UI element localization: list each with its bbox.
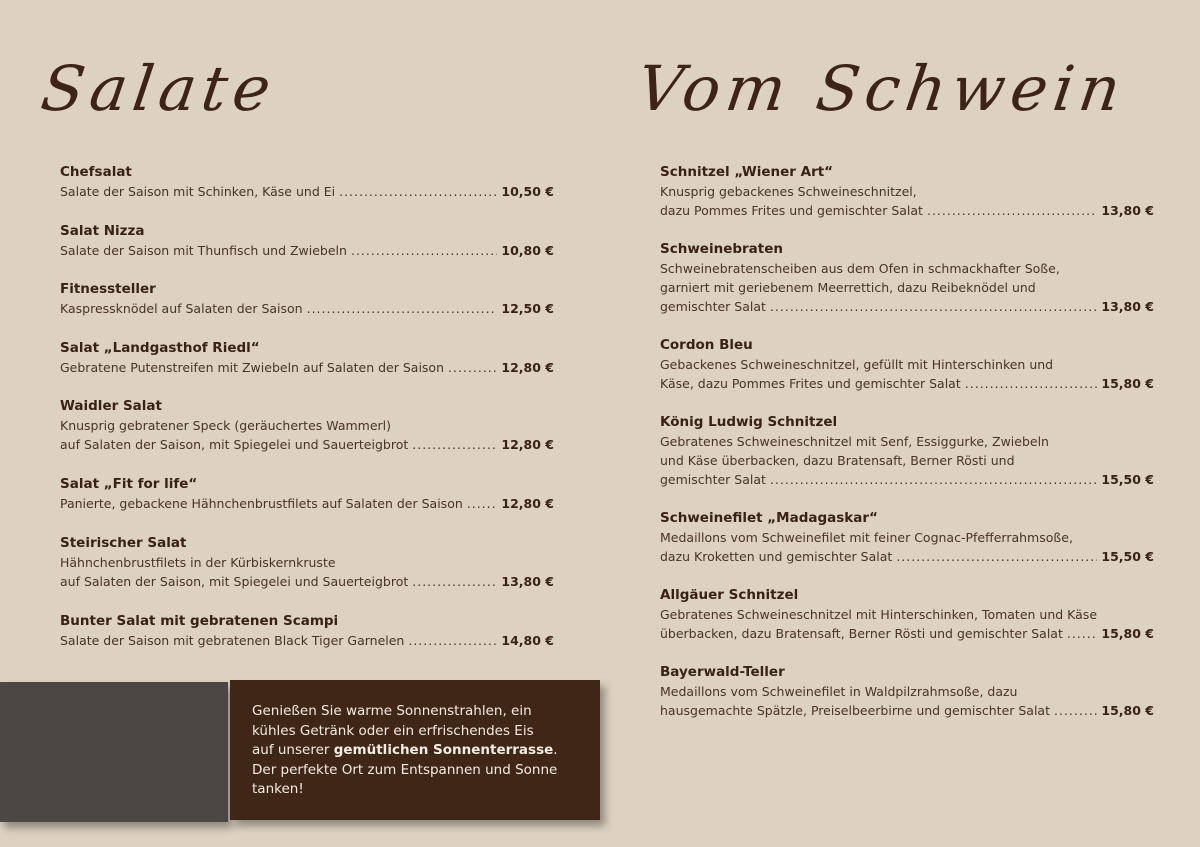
menu-item-price-line xyxy=(60,358,554,377)
menu-item-price-line xyxy=(660,547,1154,566)
salate-list xyxy=(60,163,554,670)
menu-item xyxy=(660,163,1154,240)
menu-item-price: 10,50 € xyxy=(501,184,554,199)
menu-item-description: Knusprig gebratener Speck (geräuchertes Wammerl) xyxy=(60,418,392,433)
menu-item-price-line xyxy=(60,435,554,454)
menu-item-price: 13,80 € xyxy=(501,573,554,589)
menu-item xyxy=(660,663,1154,740)
menu-item xyxy=(60,339,554,398)
menu-item-description: Schweinebratenscheiben aus dem Ofen in schmackhafter Soße, xyxy=(660,261,1060,276)
menu-item-price: 15,80 € xyxy=(1101,376,1154,391)
menu-item-name: König Ludwig Schnitzel xyxy=(660,414,838,430)
menu-item-name: Salat „Landgasthof Riedl“ xyxy=(60,339,260,356)
salate-heading: Salate xyxy=(36,52,282,125)
menu-item xyxy=(60,534,554,612)
menu-item-price: 12,80 € xyxy=(501,359,554,375)
menu-item xyxy=(60,612,554,671)
menu-item-name: Schweinebraten xyxy=(660,241,784,257)
dot-leader xyxy=(896,547,1097,566)
dot-leader xyxy=(927,201,1097,220)
menu-item xyxy=(60,222,554,281)
menu-item-name: Waidler Salat xyxy=(60,398,162,414)
menu-item-name: Salat Nizza xyxy=(60,222,145,239)
menu-item xyxy=(660,586,1154,663)
menu-item-description: Knusprig gebackenes Schweineschnitzel, xyxy=(660,184,917,199)
menu-item-description: Panierte, gebackene Hähnchenbrustfilets auf Salaten der Saison xyxy=(60,496,463,511)
menu-item-description: Gebratenes Schweineschnitzel mit Senf, Essiggurke, Zwiebeln xyxy=(660,434,1049,449)
menu-item-price-line xyxy=(60,572,554,591)
promo-line: Genießen Sie warme Sonnenstrahlen, ein xyxy=(252,703,532,719)
dot-leader xyxy=(1067,624,1098,643)
menu-item-description: Medaillons vom Schweinefilet mit feiner Cognac-Pfefferrahmsoße, xyxy=(660,530,1073,545)
menu-item-price-line xyxy=(60,631,554,650)
menu-item-description: überbacken, dazu Bratensaft, Berner Rösti und gemischter Salat xyxy=(660,626,1063,641)
menu-item-description: auf Salaten der Saison, mit Spiegelei und Sauerteigbrot xyxy=(60,437,409,452)
promo-line: kühles Getränk oder ein erfrischendes Eis xyxy=(252,722,534,739)
menu-item-description: Gebratene Putenstreifen mit Zwiebeln auf Salaten der Saison xyxy=(60,359,444,375)
promo-box xyxy=(230,680,600,820)
menu-item-price: 15,80 € xyxy=(1101,703,1154,718)
menu-item-description: Salate der Saison mit gebratenen Black Tiger Garnelen xyxy=(60,632,405,648)
menu-item-price-line xyxy=(660,624,1154,643)
menu-item-price-line xyxy=(660,297,1154,316)
menu-item xyxy=(660,240,1154,336)
dot-leader xyxy=(408,631,497,650)
menu-item-name: Steirischer Salat xyxy=(60,534,187,551)
menu-item-description: hausgemachte Spätzle, Preiselbeerbirne und gemischter Salat xyxy=(660,703,1050,718)
menu-item-price-line xyxy=(660,701,1154,720)
menu-item-description: Salate der Saison mit Thunfisch und Zwiebeln xyxy=(60,242,347,258)
decorative-gray-panel xyxy=(0,682,228,822)
promo-line: auf unserer gemütlichen Sonnenterrasse. xyxy=(252,742,558,758)
promo-line: Der perfekte Ort zum Entspannen und Sonne xyxy=(252,761,558,778)
menu-item xyxy=(660,509,1154,586)
menu-item-description: gemischter Salat xyxy=(660,472,766,487)
menu-item-name: Bayerwald-Teller xyxy=(660,664,785,680)
promo-line: tanken! xyxy=(252,781,304,797)
vom-schwein-list xyxy=(660,163,1154,740)
dot-leader xyxy=(770,470,1097,489)
menu-item-name: Cordon Bleu xyxy=(660,337,753,353)
menu-item xyxy=(60,475,554,534)
menu-item xyxy=(660,336,1154,413)
menu-item-name: Bunter Salat mit gebratenen Scampi xyxy=(60,612,339,629)
menu-item xyxy=(60,163,554,222)
menu-item-price-line xyxy=(60,182,554,201)
menu-item-price: 14,80 € xyxy=(501,632,554,648)
menu-item-description: Gebratenes Schweineschnitzel mit Hinterschinken, Tomaten und Käse xyxy=(660,607,1098,622)
dot-leader xyxy=(412,435,497,454)
dot-leader xyxy=(448,358,497,377)
menu-item-description: auf Salaten der Saison, mit Spiegelei und Sauerteigbrot xyxy=(60,573,409,589)
menu-item-price: 12,80 € xyxy=(501,437,554,452)
menu-item-price: 13,80 € xyxy=(1101,299,1154,314)
menu-item-description: gemischter Salat xyxy=(660,299,766,314)
dot-leader xyxy=(965,374,1098,393)
menu-item-price: 13,80 € xyxy=(1101,203,1154,218)
menu-item-price: 15,50 € xyxy=(1101,472,1154,487)
menu-item-price-line xyxy=(660,201,1154,220)
menu-item-description: dazu Kroketten und gemischter Salat xyxy=(660,549,893,564)
menu-item-price: 15,80 € xyxy=(1101,626,1154,641)
menu-item-price: 15,50 € xyxy=(1101,549,1154,564)
menu-item xyxy=(60,397,554,475)
menu-item-name: Chefsalat xyxy=(60,164,132,180)
menu-item-price-line xyxy=(660,374,1154,393)
dot-leader xyxy=(770,297,1097,316)
dot-leader xyxy=(1054,701,1097,720)
menu-item-price: 12,50 € xyxy=(501,301,554,316)
vom-schwein-heading: Vom Schwein xyxy=(632,52,1131,125)
menu-item-price: 12,80 € xyxy=(501,496,554,511)
menu-item-name: Schweinefilet „Madagaskar“ xyxy=(660,510,878,526)
menu-item-description: Salate der Saison mit Schinken, Käse und Ei xyxy=(60,184,336,199)
promo-highlight: gemütlichen Sonnenterrasse xyxy=(333,742,554,758)
menu-item-price-line xyxy=(660,470,1154,489)
menu-item-description: Gebackenes Schweineschnitzel, gefüllt mit Hinterschinken und xyxy=(660,357,1054,372)
menu-item-description: Käse, dazu Pommes Frites und gemischter Salat xyxy=(660,376,961,391)
menu-item-price-line xyxy=(60,299,554,318)
menu-item-price-line xyxy=(60,241,554,260)
menu-item-name: Fitnessteller xyxy=(60,281,156,297)
menu-item xyxy=(660,413,1154,509)
menu-item-description: Hähnchenbrustfilets in der Kürbiskernkruste xyxy=(60,554,336,570)
menu-item-name: Schnitzel „Wiener Art“ xyxy=(660,164,834,180)
menu-item-price-line xyxy=(60,494,554,513)
dot-leader xyxy=(412,572,497,591)
menu-item xyxy=(60,280,554,339)
menu-item-description: Kaspressknödel auf Salaten der Saison xyxy=(60,301,303,316)
menu-item-description: dazu Pommes Frites und gemischter Salat xyxy=(660,203,923,218)
dot-leader xyxy=(339,182,497,201)
menu-item-description: und Käse überbacken, dazu Bratensaft, Berner Rösti und xyxy=(660,453,1015,468)
dot-leader xyxy=(467,494,498,513)
menu-item-name: Allgäuer Schnitzel xyxy=(660,587,799,603)
menu-item-name: Salat „Fit for life“ xyxy=(60,476,198,492)
menu-item-description: garniert mit geriebenem Meerrettich, dazu Reibeknödel und xyxy=(660,280,1036,295)
menu-item-price: 10,80 € xyxy=(501,242,554,258)
dot-leader xyxy=(307,299,498,318)
dot-leader xyxy=(351,241,497,260)
menu-item-description: Medaillons vom Schweinefilet in Waldpilzrahmsoße, dazu xyxy=(660,684,1018,699)
